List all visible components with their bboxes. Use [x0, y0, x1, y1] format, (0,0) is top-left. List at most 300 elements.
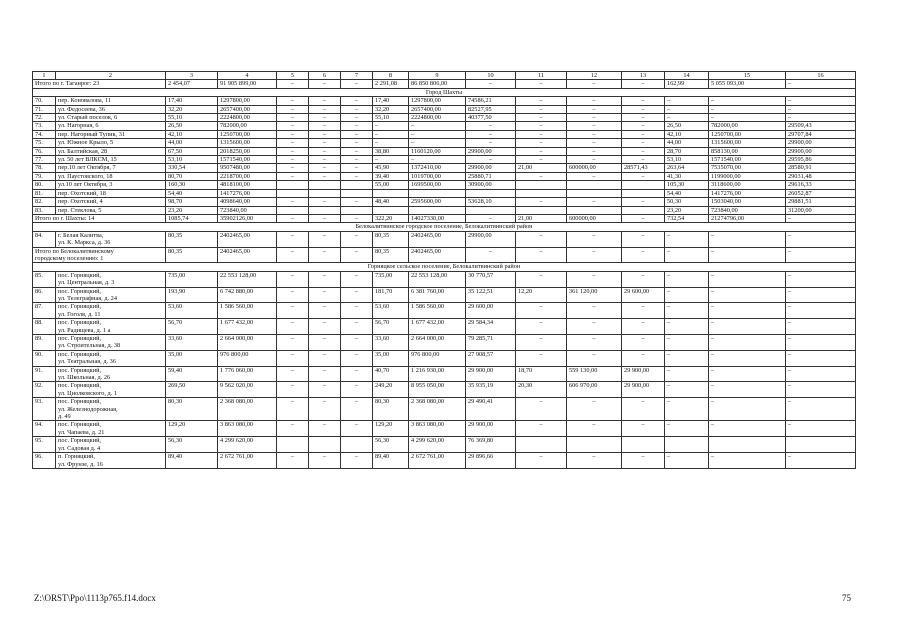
value-cell: –	[786, 214, 856, 222]
value-cell: –	[567, 97, 622, 105]
value-cell: –	[622, 198, 665, 206]
value-cell: –	[622, 147, 665, 155]
value-cell: –	[309, 122, 341, 130]
value-cell: –	[466, 214, 516, 222]
value-cell: –	[341, 122, 373, 130]
address-cell: пос. Горняцкий, ул. Железнодорожная, д. 49	[56, 398, 166, 421]
address-cell: пос. Горняцкий, ул. Театральная, д. 36	[56, 350, 166, 366]
value-cell: 2 664 000,00	[409, 335, 466, 351]
value-cell: –	[567, 421, 622, 437]
value-cell: 48,40	[373, 198, 409, 206]
value-cell: –	[622, 97, 665, 105]
value-cell: –	[309, 319, 341, 335]
table-row	[33, 147, 856, 155]
value-cell: –	[567, 398, 622, 421]
value-cell: –	[786, 231, 856, 247]
value-cell: –	[665, 114, 709, 122]
value-cell: –	[277, 130, 309, 138]
value-cell: –	[567, 139, 622, 147]
value-cell: 976 800,00	[218, 350, 277, 366]
value-cell: 53,60	[373, 303, 409, 319]
value-cell: –	[665, 271, 709, 287]
value-cell: –	[516, 130, 567, 138]
value-cell: 54,40	[166, 189, 218, 197]
address-cell: пос. Горняцкий, ул. Телеграфная, д. 24	[56, 287, 166, 303]
value-cell: 80,30	[373, 398, 409, 421]
value-cell: –	[622, 231, 665, 247]
value-cell: –	[567, 303, 622, 319]
value-cell: –	[786, 335, 856, 351]
value-cell: –	[341, 97, 373, 105]
value-cell: 1250700,00	[218, 130, 277, 138]
value-cell: –	[567, 350, 622, 366]
value-cell: 263,64	[665, 164, 709, 172]
value-cell: 2657400,00	[409, 105, 466, 113]
total-label: Итого по Белокалитвинскому городскому поселению: 1	[33, 247, 166, 263]
value-cell: –	[277, 172, 309, 180]
value-cell: 17,40	[373, 97, 409, 105]
value-cell: –	[341, 231, 373, 247]
value-cell: –	[709, 335, 786, 351]
value-cell	[309, 189, 341, 197]
value-cell: 31200,00	[786, 206, 856, 214]
value-cell: –	[665, 105, 709, 113]
value-cell: –	[516, 105, 567, 113]
column-number: 11	[516, 72, 567, 80]
value-cell: 269,50	[166, 382, 218, 398]
value-cell: 976 800,00	[409, 350, 466, 366]
column-number: 3	[166, 72, 218, 80]
column-number: 1	[33, 72, 56, 80]
value-cell: –	[622, 398, 665, 421]
table-row	[33, 335, 856, 351]
value-cell: 1571540,00	[218, 156, 277, 164]
value-cell: –	[341, 139, 373, 147]
value-cell: –	[567, 453, 622, 469]
address-cell: ул. 50 лет ВЛКСМ, 15	[56, 156, 166, 164]
value-cell: 42,10	[166, 130, 218, 138]
address-cell: п. Горняцкий, ул. Фрунзе, д. 16	[56, 453, 166, 469]
value-cell: 29 900,00	[622, 382, 665, 398]
value-cell: –	[466, 139, 516, 147]
value-cell: –	[622, 303, 665, 319]
value-cell: –	[341, 80, 373, 88]
value-cell: 56,30	[166, 437, 218, 453]
value-cell: 29900,00	[786, 147, 856, 155]
row-number: 91.	[33, 366, 56, 382]
value-cell	[277, 189, 309, 197]
value-cell: –	[309, 453, 341, 469]
row-number: 88.	[33, 319, 56, 335]
value-cell: 2224800,00	[409, 114, 466, 122]
value-cell: 53,60	[166, 303, 218, 319]
row-number: 74.	[33, 130, 56, 138]
table-row	[33, 437, 856, 453]
value-cell: 32,20	[166, 105, 218, 113]
value-cell: –	[516, 335, 567, 351]
value-cell: –	[665, 97, 709, 105]
value-cell: 30 770,57	[466, 271, 516, 287]
column-number: 13	[622, 72, 665, 80]
table-row	[33, 156, 856, 164]
value-cell: –	[409, 139, 466, 147]
value-cell: –	[567, 156, 622, 164]
value-cell: 6 742 880,00	[218, 287, 277, 303]
value-cell: –	[341, 287, 373, 303]
column-number: 16	[786, 72, 856, 80]
row-number: 72.	[33, 114, 56, 122]
value-cell: –	[341, 421, 373, 437]
value-cell: 53,10	[665, 156, 709, 164]
value-cell: –	[709, 319, 786, 335]
value-cell: 89,40	[166, 453, 218, 469]
column-number: 14	[665, 72, 709, 80]
value-cell: 2402465,00	[409, 247, 466, 263]
value-cell: –	[466, 130, 516, 138]
value-cell: 18,70	[516, 366, 567, 382]
value-cell: 4098640,00	[218, 198, 277, 206]
value-cell	[341, 181, 373, 189]
value-cell: 858130,00	[709, 147, 786, 155]
row-number: 80.	[33, 181, 56, 189]
value-cell: –	[709, 453, 786, 469]
value-cell: –	[309, 350, 341, 366]
value-cell: 80,70	[166, 172, 218, 180]
value-cell: 4818100,00	[218, 181, 277, 189]
value-cell: –	[277, 271, 309, 287]
value-cell: –	[341, 350, 373, 366]
address-cell: ул. Федосеева, 36	[56, 105, 166, 113]
value-cell: 1 586 560,00	[409, 303, 466, 319]
value-cell: –	[373, 139, 409, 147]
value-cell: 28571,43	[622, 164, 665, 172]
value-cell: –	[409, 130, 466, 138]
value-cell: –	[665, 319, 709, 335]
value-cell: 56,70	[166, 319, 218, 335]
value-cell: –	[567, 114, 622, 122]
value-cell: 162,99	[665, 80, 709, 88]
row-number: 71.	[33, 105, 56, 113]
value-cell: –	[277, 303, 309, 319]
value-cell: –	[709, 271, 786, 287]
value-cell: –	[709, 350, 786, 366]
column-number: 8	[373, 72, 409, 80]
value-cell: 74586,21	[466, 97, 516, 105]
address-cell: ул.10 лет Октября, 3	[56, 181, 166, 189]
value-cell: 80,35	[373, 247, 409, 263]
value-cell: 600000,00	[567, 214, 622, 222]
column-number: 2	[56, 72, 166, 80]
value-cell: –	[516, 172, 567, 180]
value-cell: 55,10	[166, 114, 218, 122]
table-row	[33, 287, 856, 303]
row-number: 96.	[33, 453, 56, 469]
value-cell	[786, 437, 856, 453]
value-cell: 28580,91	[786, 164, 856, 172]
value-cell: –	[309, 271, 341, 287]
address-cell: ул. Нагорная, 6	[56, 122, 166, 130]
value-cell: 91 905 899,00	[218, 80, 277, 88]
table-row	[33, 181, 856, 189]
value-cell: 1 586 560,00	[218, 303, 277, 319]
value-cell	[516, 181, 567, 189]
value-cell: –	[341, 366, 373, 382]
value-cell: –	[516, 350, 567, 366]
address-cell: ул. Балтийская, 28	[56, 147, 166, 155]
value-cell: 2 672 761,00	[409, 453, 466, 469]
value-cell: 44,00	[665, 139, 709, 147]
table-row	[33, 231, 856, 247]
value-cell: –	[516, 139, 567, 147]
column-number: 10	[466, 72, 516, 80]
value-cell: –	[409, 122, 466, 130]
value-cell: 14027330,00	[409, 214, 466, 222]
value-cell: –	[516, 421, 567, 437]
section-title: Горняцкое сельское поселение, Белокалитвинский район	[33, 263, 856, 271]
value-cell: 26,50	[665, 122, 709, 130]
value-cell: –	[665, 350, 709, 366]
table-row	[33, 366, 856, 382]
value-cell: 2 368 080,00	[409, 398, 466, 421]
value-cell: 1297800,00	[218, 97, 277, 105]
value-cell: –	[341, 271, 373, 287]
value-cell	[277, 437, 309, 453]
value-cell: –	[341, 453, 373, 469]
value-cell: –	[622, 156, 665, 164]
value-cell: 1 216 930,00	[409, 366, 466, 382]
value-cell: 1199000,00	[709, 172, 786, 180]
value-cell: 29 900,00	[466, 366, 516, 382]
value-cell: –	[409, 156, 466, 164]
value-cell: –	[665, 247, 709, 263]
value-cell: –	[709, 97, 786, 105]
value-cell: 105,30	[665, 181, 709, 189]
value-cell: –	[309, 139, 341, 147]
value-cell: 782000,00	[709, 122, 786, 130]
row-number: 75.	[33, 139, 56, 147]
value-cell: 21,00	[516, 164, 567, 172]
value-cell: 22 553 128,00	[409, 271, 466, 287]
value-cell: –	[786, 114, 856, 122]
value-cell: 3 863 080,00	[409, 421, 466, 437]
value-cell: –	[341, 335, 373, 351]
value-cell: –	[786, 319, 856, 335]
value-cell: 56,70	[373, 319, 409, 335]
section-title: Белокалитвинское городское поселение, Белокалитвинский район	[33, 223, 856, 231]
value-cell: 41,30	[665, 172, 709, 180]
value-cell	[665, 437, 709, 453]
column-number: 6	[309, 72, 341, 80]
value-cell: –	[516, 198, 567, 206]
total-label: Итого по г. Шахты: 14	[33, 214, 166, 222]
row-number: 87.	[33, 303, 56, 319]
value-cell: 129,20	[166, 421, 218, 437]
value-cell	[341, 189, 373, 197]
address-cell: г. Белая Калитва, ул. К. Маркса, д. 36	[56, 231, 166, 247]
value-cell: –	[516, 122, 567, 130]
value-cell	[567, 189, 622, 197]
row-number: 79.	[33, 172, 56, 180]
value-cell: –	[567, 335, 622, 351]
table-row	[33, 198, 856, 206]
value-cell	[409, 206, 466, 214]
value-cell: 80,35	[373, 231, 409, 247]
value-cell: 1315600,00	[709, 139, 786, 147]
value-cell: 29 900,00	[466, 421, 516, 437]
value-cell: 80,35	[166, 231, 218, 247]
address-cell: пер. Коновалова, 11	[56, 97, 166, 105]
value-cell: –	[622, 214, 665, 222]
page-number: 75	[842, 593, 851, 603]
value-cell: 29900,00	[466, 164, 516, 172]
value-cell: –	[309, 198, 341, 206]
value-cell: 1417276,00	[709, 189, 786, 197]
value-cell: –	[373, 156, 409, 164]
value-cell: 29900,00	[466, 147, 516, 155]
value-cell: 35 122,51	[466, 287, 516, 303]
value-cell: –	[516, 156, 567, 164]
value-cell	[622, 206, 665, 214]
row-number: 82.	[33, 198, 56, 206]
value-cell: 50,30	[665, 198, 709, 206]
value-cell: 1019700,00	[409, 172, 466, 180]
address-cell: пос. Горняцкий, ул. Радищева, д. 1 а	[56, 319, 166, 335]
row-number: 77.	[33, 156, 56, 164]
value-cell: –	[277, 97, 309, 105]
value-cell: –	[786, 366, 856, 382]
value-cell: 29 490,41	[466, 398, 516, 421]
value-cell: 1417276,00	[218, 189, 277, 197]
value-cell: 39,40	[373, 172, 409, 180]
housing-program-table	[32, 71, 856, 469]
value-cell: 44,00	[166, 139, 218, 147]
value-cell: –	[622, 130, 665, 138]
value-cell: 12,20	[516, 287, 567, 303]
value-cell: 9507480,00	[218, 164, 277, 172]
table-row	[33, 271, 856, 287]
value-cell: –	[341, 130, 373, 138]
value-cell	[622, 189, 665, 197]
value-cell: 2 664 000,00	[218, 335, 277, 351]
value-cell: 330,54	[166, 164, 218, 172]
value-cell: –	[277, 350, 309, 366]
value-cell: 27 908,57	[466, 350, 516, 366]
row-number: 86.	[33, 287, 56, 303]
value-cell: –	[277, 147, 309, 155]
address-cell: ул. Старый поселок, 6	[56, 114, 166, 122]
value-cell: –	[567, 130, 622, 138]
value-cell: 25880,71	[466, 172, 516, 180]
value-cell: –	[277, 156, 309, 164]
value-cell: –	[277, 421, 309, 437]
value-cell: 559 130,00	[567, 366, 622, 382]
value-cell: –	[309, 398, 341, 421]
value-cell: 29031,48	[786, 172, 856, 180]
value-cell	[409, 189, 466, 197]
value-cell: 29 896,66	[466, 453, 516, 469]
value-cell: –	[709, 366, 786, 382]
address-cell: пер.10 лет Октября, 7	[56, 164, 166, 172]
value-cell: –	[709, 247, 786, 263]
value-cell: 40,70	[373, 366, 409, 382]
value-cell: –	[665, 287, 709, 303]
value-cell: –	[309, 147, 341, 155]
table-row	[33, 303, 856, 319]
value-cell: 2018250,00	[218, 147, 277, 155]
value-cell: –	[516, 80, 567, 88]
value-cell: –	[567, 80, 622, 88]
row-number: 92.	[33, 382, 56, 398]
table-row	[33, 189, 856, 197]
value-cell: 28,70	[665, 147, 709, 155]
value-cell: –	[709, 303, 786, 319]
value-cell: –	[309, 335, 341, 351]
value-cell: 1250700,00	[709, 130, 786, 138]
value-cell: 21274796,00	[709, 214, 786, 222]
address-cell: пер. Нагорный Тупик, 31	[56, 130, 166, 138]
value-cell: 29 900,00	[622, 366, 665, 382]
value-cell: 1315600,00	[218, 139, 277, 147]
value-cell: 2 454,07	[166, 80, 218, 88]
value-cell: –	[309, 287, 341, 303]
value-cell: 322,20	[373, 214, 409, 222]
table-row	[33, 206, 856, 214]
value-cell: –	[516, 247, 567, 263]
value-cell: –	[516, 319, 567, 335]
column-number: 15	[709, 72, 786, 80]
value-cell: –	[665, 303, 709, 319]
address-cell: ул. Паустовского, 18	[56, 172, 166, 180]
address-cell: ул. Южное Крыло, 5	[56, 139, 166, 147]
column-number: 12	[567, 72, 622, 80]
value-cell: 35902126,00	[218, 214, 277, 222]
value-cell: –	[277, 214, 309, 222]
value-cell: –	[665, 398, 709, 421]
value-cell: –	[277, 382, 309, 398]
value-cell: –	[786, 271, 856, 287]
value-cell: –	[709, 114, 786, 122]
value-cell: –	[622, 453, 665, 469]
value-cell: –	[466, 80, 516, 88]
value-cell: –	[786, 287, 856, 303]
value-cell: –	[665, 382, 709, 398]
value-cell: –	[709, 382, 786, 398]
address-cell: пер. Охотский, 18	[56, 189, 166, 197]
value-cell: 782000,00	[218, 122, 277, 130]
value-cell: 735,00	[166, 271, 218, 287]
value-cell: 26,50	[166, 122, 218, 130]
value-cell: 732,54	[665, 214, 709, 222]
value-cell: 26052,87	[786, 189, 856, 197]
value-cell: 59,40	[166, 366, 218, 382]
value-cell: –	[309, 80, 341, 88]
value-cell: 2657400,00	[218, 105, 277, 113]
value-cell: –	[309, 130, 341, 138]
value-cell: –	[309, 366, 341, 382]
row-number: 76.	[33, 147, 56, 155]
value-cell: 29900,00	[466, 231, 516, 247]
value-cell: 735,00	[373, 271, 409, 287]
table-row	[33, 114, 856, 122]
value-cell: –	[622, 335, 665, 351]
value-cell: –	[466, 122, 516, 130]
value-cell: –	[516, 453, 567, 469]
value-cell: –	[309, 421, 341, 437]
value-cell: 2224800,00	[218, 114, 277, 122]
value-cell: 1372410,00	[409, 164, 466, 172]
value-cell: 29 600,00	[466, 303, 516, 319]
value-cell	[341, 437, 373, 453]
